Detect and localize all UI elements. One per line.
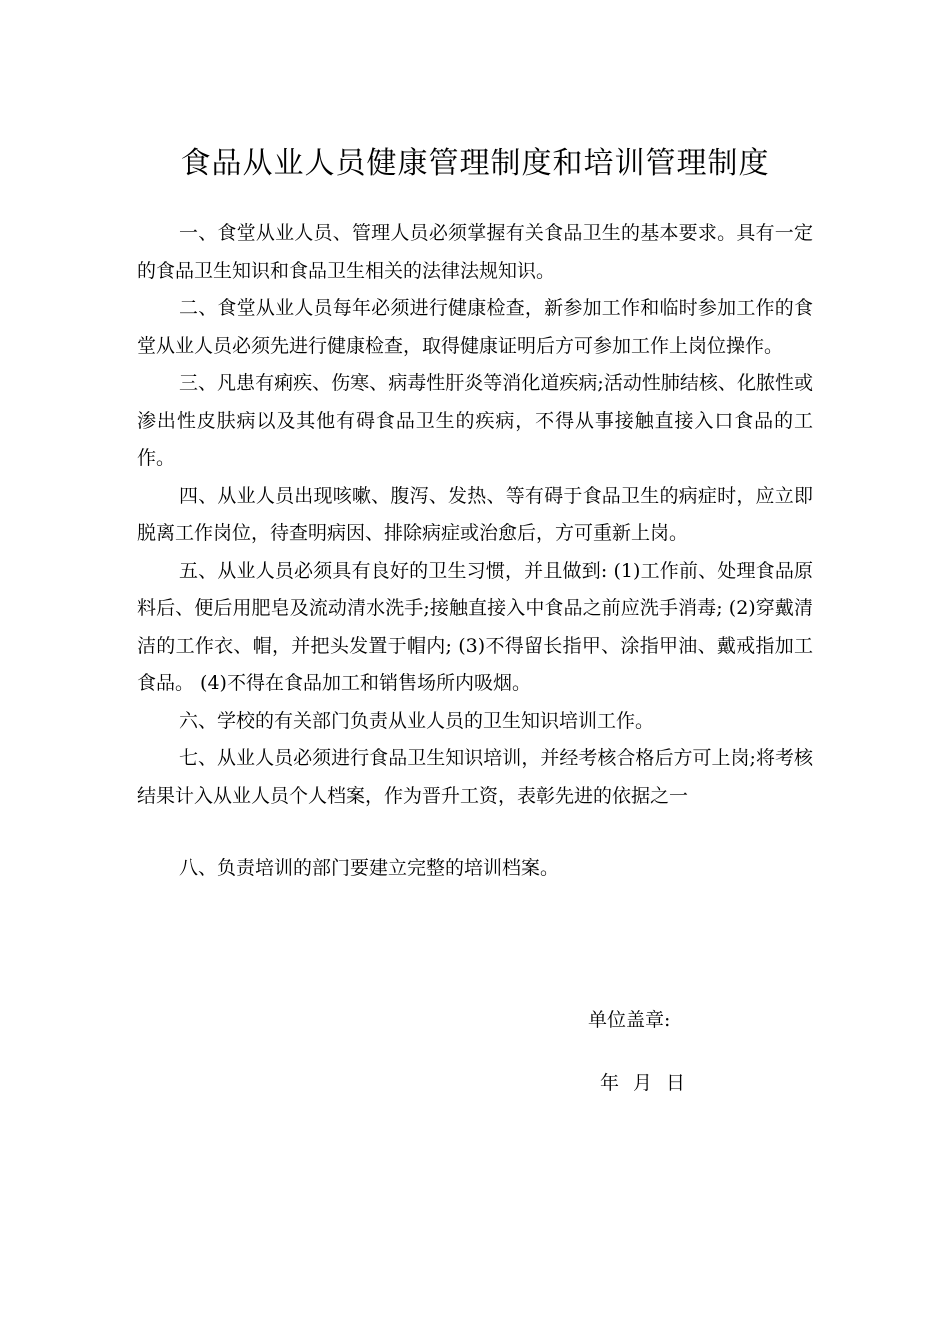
document-title: 食品从业人员健康管理制度和培训管理制度 <box>180 146 770 181</box>
paragraph-8: 八、负责培训的部门要建立完整的培训档案。 <box>179 857 560 879</box>
paragraph-5: 五、从业人员必须具有良好的卫生习惯，并且做到: (1)工作前、处理食品原料后、便后用肥皂及流动清水洗手;接触直接入中食品之前应洗手消毒; (2)穿戴清洁的工作衣、帽，并把头发置于帽内; (3)不得留长指甲、涂指甲油、戴戒指加工食品。 (4)不得在食品加工和销售场所内吸烟。 <box>137 559 813 694</box>
document-body <box>137 215 813 888</box>
date-month: 月 <box>633 1072 653 1094</box>
paragraph-6: 六、学校的有关部门负责从业人员的卫生知识培训工作。 <box>179 709 655 732</box>
paragraph-2: 二、食堂从业人员每年必须进行健康检查，新参加工作和临时参加工作的食堂从业人员必须先进行健康检查，取得健康证明后方可参加工作上岗位操作。 <box>137 297 813 357</box>
paragraph-4: 四、从业人员出现咳嗽、腹泻、发热、等有碍于食品卫生的病症时，应立即脱离工作岗位，待查明病因、排除病症或治愈后，方可重新上岗。 <box>137 484 813 544</box>
paragraph-1: 一、食堂从业人员、管理人员必须掌握有关食品卫生的基本要求。具有一定的食品卫生知识和食品卫生相关的法律法规知识。 <box>137 222 813 282</box>
stamp-label: 单位盖章: <box>588 1009 671 1031</box>
date-line <box>600 1068 685 1098</box>
date-year: 年 <box>600 1072 620 1094</box>
paragraph-7: 七、从业人员必须进行食品卫生知识培训，并经考核合格后方可上岗;将考核结果计入从业人员个人档案，作为晋升工资，表彰先进的依据之一 <box>137 747 813 807</box>
paragraph-3: 三、凡患有痢疾、伤寒、病毒性肝炎等消化道疾病;活动性肺结核、化脓性或渗出性皮肤病以及其他有碍食品卫生的疾病，不得从事接触直接入口食品的工作。 <box>137 372 813 469</box>
date-day: 日 <box>666 1072 686 1094</box>
